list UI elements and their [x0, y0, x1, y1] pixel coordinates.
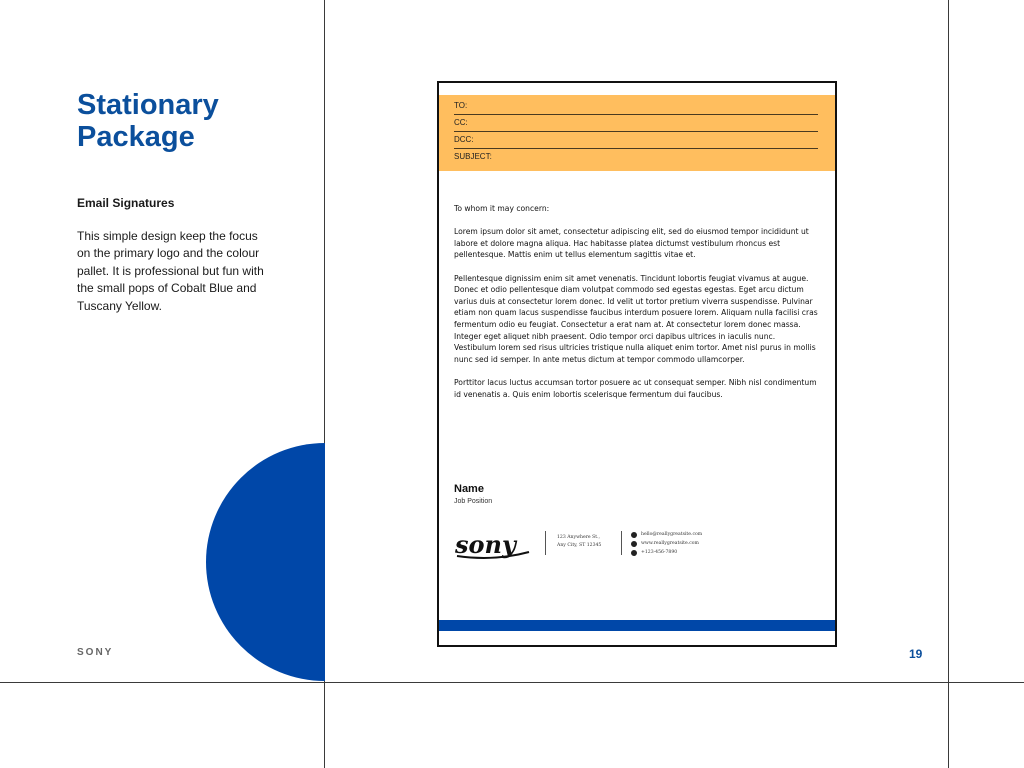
letter-body: [454, 203, 819, 412]
page-title: Stationary Package: [77, 89, 219, 153]
field-dcc: DCC:: [454, 134, 818, 149]
contact-phone: +123-456-7890: [641, 550, 678, 555]
signature-name: Name: [454, 483, 484, 495]
contact-email-row: [631, 530, 702, 539]
web-icon: [631, 541, 637, 547]
signature-address: [557, 534, 601, 550]
field-subject: SUBJECT:: [454, 152, 492, 161]
signature-separator-1: [545, 531, 546, 555]
letterhead-document: [437, 81, 837, 647]
phone-icon: [631, 550, 637, 556]
letter-paragraph-3: Porttitor lacus luctus accumsan tortor posuere ac ut consequat semper. Nibh nisl condimentum id venenatis a. Quis enim lobortis scelerisque fermentum dui faucibus.: [454, 377, 817, 399]
letter-header-band: [439, 95, 835, 171]
signature-position: Job Position: [454, 498, 493, 505]
signature-separator-2: [621, 531, 622, 555]
contact-web-row: [631, 539, 702, 548]
contact-email: hello@reallygreatsite.com: [641, 532, 703, 537]
letter-paragraph-2: Pellentesque dignissim enim sit amet venenatis. Tincidunt lobortis feugiat vivamus at augue. Donec et odio pellentesque diam volutpat commodo sed egestas egestas. Eget arcu dictum varius duis at consectetur lorem donec. Id velit ut tortor pretium viverra suspendisse. Pulvinar etiam non quam lacus suspendisse faucibus interdum posuere lorem. Aliquam nulla facilisi cras fermentum odio eu feugiat. Consectetur a erat nam at. At consectetur lorem donec massa. Integer eget aliquet nibh praesent. Odio tempor orci dapibus ultrices in iaculis nunc. Vestibulum lorem sed risus ultricies tristique nulla aliquet enim tortor. Amet nisl purus in mollis nunc sed id semper. In ante metus dictum at tempor commodo ullamcorper.: [454, 273, 818, 364]
letter-footer-band: [439, 620, 835, 631]
divider-bottom: [0, 682, 1024, 683]
page-number: 19: [909, 647, 923, 661]
divider-right: [948, 0, 949, 768]
sony-logo: [453, 528, 533, 564]
address-line-1: 123 Anywhere St.,: [557, 535, 600, 540]
field-to: TO:: [454, 100, 818, 115]
brand-footer: SONY: [77, 647, 114, 658]
section-description: This simple design keep the focus on the primary logo and the colour pallet. It is professional but fun with the small pops of Cobalt Blue and Tuscany Yellow.: [77, 229, 264, 313]
section-subtitle: Email Signatures: [77, 196, 175, 210]
sony-logo-text: sony: [455, 530, 516, 559]
signature-contacts: [631, 530, 702, 557]
contact-phone-row: [631, 548, 702, 557]
email-icon: [631, 532, 637, 538]
letter-salutation: To whom it may concern:: [454, 204, 550, 213]
blue-half-circle: [206, 443, 444, 681]
field-cc: CC:: [454, 117, 818, 132]
contact-website: www.reallygreatsite.com: [641, 541, 699, 546]
address-line-2: Any City, ST 12345: [557, 543, 602, 548]
letter-paragraph-1: Lorem ipsum dolor sit amet, consectetur adipiscing elit, sed do eiusmod tempor incididunt ut labore et dolore magna aliqua. Hac habitasse platea dictumst vestibulum rhoncus est pellentesque. Mattis enim ut tellus elementum sagittis vitae et.: [454, 227, 809, 260]
